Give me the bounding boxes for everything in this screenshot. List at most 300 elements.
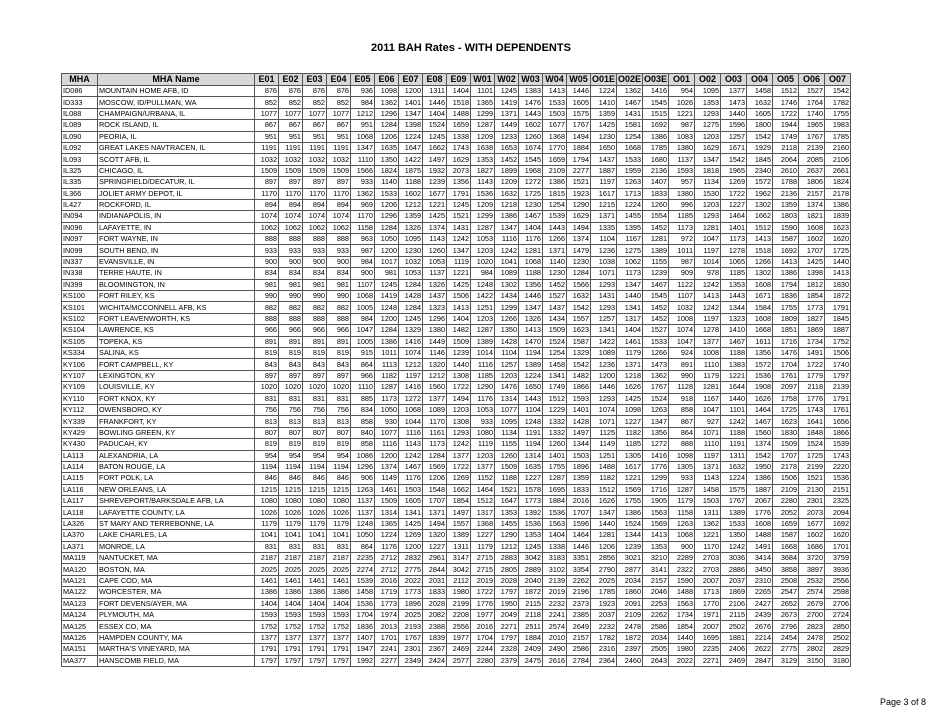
rate-cell: 1179 [255, 518, 279, 529]
rate-cell: 1386 [825, 199, 851, 210]
rate-cell: 1374 [423, 222, 447, 233]
rate-cell: 1608 [747, 313, 773, 324]
rate-cell: 1377 [327, 632, 351, 643]
column-header: O05 [773, 74, 799, 86]
rate-cell: 2208 [447, 609, 471, 620]
rate-cell: 1140 [375, 177, 399, 188]
rate-cell: 1263 [617, 177, 643, 188]
rate-cell: 2478 [799, 632, 825, 643]
rate-cell: 1725 [825, 245, 851, 256]
rate-cell: 1110 [351, 154, 375, 165]
rate-cell: 1632 [721, 461, 747, 472]
rate-cell: 2022 [399, 575, 423, 586]
table-row [62, 404, 851, 415]
rate-cell: 831 [327, 541, 351, 552]
rate-cell: 2847 [747, 655, 773, 666]
rate-cell: 1716 [643, 484, 669, 495]
rate-cell: 1242 [721, 541, 747, 552]
rate-cell: 1404 [617, 325, 643, 336]
table-row [62, 131, 851, 142]
rate-cell: 1761 [825, 404, 851, 415]
rate-cell: 1623 [825, 222, 851, 233]
rate-cell: 933 [471, 416, 495, 427]
rate-cell: 1611 [747, 336, 773, 347]
rate-cell: 1356 [447, 177, 471, 188]
rate-cell: 1593 [327, 609, 351, 620]
rate-cell: 2025 [327, 564, 351, 575]
rate-cell: 1305 [669, 461, 695, 472]
rate-cell: 1074 [279, 211, 303, 222]
mha-name-cell: MONROE, LA [98, 541, 255, 552]
rate-cell: 1422 [399, 154, 423, 165]
rate-cell: 1854 [669, 621, 695, 632]
rate-cell: 2109 [543, 165, 567, 176]
rate-cell: 1161 [423, 427, 447, 438]
rate-cell: 2106 [721, 598, 747, 609]
rate-cell: 1896 [567, 461, 591, 472]
rate-cell: 1380 [423, 325, 447, 336]
rate-cell: 1212 [351, 108, 375, 119]
rate-cell: 1296 [423, 313, 447, 324]
mha-name-cell: EVANSVILLE, IN [98, 256, 255, 267]
rate-cell: 1203 [495, 370, 519, 381]
rate-cell: 2289 [669, 553, 695, 564]
rate-cell: 1227 [617, 416, 643, 427]
rate-cell: 756 [255, 404, 279, 415]
rate-cell: 1656 [825, 416, 851, 427]
rate-cell: 1341 [399, 507, 423, 518]
rate-cell: 1629 [447, 154, 471, 165]
rate-cell: 1539 [825, 439, 851, 450]
table-row [62, 234, 851, 245]
rate-cell: 1431 [617, 108, 643, 119]
rate-cell: 1791 [825, 302, 851, 313]
rate-cell: 1887 [591, 165, 617, 176]
column-header: O04 [747, 74, 773, 86]
rate-cell: 2091 [617, 598, 643, 609]
rate-cell: 1371 [695, 461, 721, 472]
rate-cell: 2034 [617, 575, 643, 586]
rate-cell: 1404 [447, 313, 471, 324]
rate-cell: 1089 [423, 404, 447, 415]
rate-cell: 1410 [721, 325, 747, 336]
mha-name-cell: BOSTON, MA [98, 564, 255, 575]
rate-cell: 1413 [773, 256, 799, 267]
rate-cell: 852 [279, 97, 303, 108]
rate-cell: 1440 [447, 359, 471, 370]
rate-cell: 2271 [495, 621, 519, 632]
rate-cell: 1377 [721, 86, 747, 97]
rate-cell: 1512 [471, 496, 495, 507]
mha-code-cell: KY110 [62, 393, 98, 404]
rate-cell: 1491 [799, 347, 825, 358]
rate-cell: 2502 [721, 621, 747, 632]
rate-cell: 1269 [399, 530, 423, 541]
mha-name-cell: ROCKFORD, IL [98, 199, 255, 210]
rate-cell: 1179 [279, 518, 303, 529]
rate-cell: 1425 [799, 256, 825, 267]
rate-cell: 1659 [447, 120, 471, 131]
rate-cell: 1173 [423, 439, 447, 450]
rate-cell: 846 [255, 473, 279, 484]
table-body [62, 86, 851, 667]
rate-cell: 1725 [799, 450, 825, 461]
rate-cell: 2025 [279, 564, 303, 575]
rate-cell: 1032 [303, 154, 327, 165]
rate-cell: 1347 [617, 279, 643, 290]
rate-cell: 1299 [495, 302, 519, 313]
rate-cell: 1830 [825, 279, 851, 290]
rate-cell: 1575 [721, 484, 747, 495]
rate-cell: 1215 [303, 484, 327, 495]
mha-name-cell: FORT RILEY, KS [98, 291, 255, 302]
rate-cell: 1839 [423, 632, 447, 643]
rate-cell: 1734 [669, 609, 695, 620]
rate-cell: 2310 [747, 575, 773, 586]
rate-cell: 1101 [721, 404, 747, 415]
rate-cell: 1653 [495, 142, 519, 153]
rate-cell: 1116 [399, 427, 423, 438]
rate-cell: 1245 [375, 279, 399, 290]
rate-cell: 1968 [519, 165, 543, 176]
rate-cell: 1434 [495, 291, 519, 302]
rate-cell: 2325 [825, 496, 851, 507]
rate-cell: 2277 [375, 655, 399, 666]
table-row [62, 120, 851, 131]
rate-cell: 1794 [773, 279, 799, 290]
mha-code-cell: IN337 [62, 256, 98, 267]
rate-cell: 1851 [773, 325, 799, 336]
mha-name-cell: CHICAGO, IL [98, 165, 255, 176]
rate-cell: 1224 [519, 370, 543, 381]
rate-cell: 1191 [303, 142, 327, 153]
rate-cell: 2151 [825, 484, 851, 495]
rate-cell: 1053 [471, 234, 495, 245]
rate-cell: 981 [327, 279, 351, 290]
rate-cell: 1062 [327, 222, 351, 233]
rate-cell: 2556 [825, 575, 851, 586]
table-row [62, 165, 851, 176]
rate-cell: 1521 [447, 211, 471, 222]
rate-cell: 1875 [399, 165, 423, 176]
rate-cell: 2118 [799, 382, 825, 393]
rate-cell: 2340 [747, 165, 773, 176]
rate-cell: 834 [279, 268, 303, 279]
rate-cell: 831 [327, 393, 351, 404]
rate-cell: 1449 [495, 120, 519, 131]
rate-cell: 2502 [825, 632, 851, 643]
rate-cell: 1233 [495, 131, 519, 142]
rate-cell: 1260 [495, 450, 519, 461]
rate-cell: 1239 [643, 268, 669, 279]
rate-cell: 1353 [643, 541, 669, 552]
rate-cell: 1143 [471, 177, 495, 188]
rate-cell: 1617 [591, 188, 617, 199]
rate-cell: 1170 [351, 211, 375, 222]
rate-cell: 1287 [471, 325, 495, 336]
rate-cell: 1344 [721, 302, 747, 313]
rate-cell: 1725 [519, 188, 543, 199]
rate-cell: 1047 [351, 325, 375, 336]
rate-cell: 1350 [375, 154, 399, 165]
rate-cell: 1263 [643, 404, 669, 415]
rate-cell: 1191 [327, 142, 351, 153]
rate-cell: 966 [279, 325, 303, 336]
rate-cell: 1722 [447, 461, 471, 472]
column-header: O07 [825, 74, 851, 86]
rate-cell: 1230 [567, 256, 591, 267]
rate-cell: 1575 [567, 108, 591, 119]
rate-cell: 1413 [695, 291, 721, 302]
rate-cell: 1767 [567, 120, 591, 131]
rate-cell: 1044 [399, 416, 423, 427]
mha-code-cell: LA116 [62, 484, 98, 495]
rate-cell: 1290 [495, 530, 519, 541]
mha-code-cell: IN097 [62, 234, 98, 245]
rate-cell: 1179 [303, 518, 327, 529]
rate-cell: 1209 [471, 131, 495, 142]
rate-cell: 1077 [279, 108, 303, 119]
mha-name-cell: FORT LEAVENWORTH, KS [98, 313, 255, 324]
rate-cell: 1536 [543, 507, 567, 518]
rate-cell: 1854 [447, 496, 471, 507]
rate-cell: 1386 [375, 336, 399, 347]
rate-cell: 1755 [617, 496, 643, 507]
rate-cell: 984 [351, 97, 375, 108]
rate-cell: 1536 [519, 518, 543, 529]
mha-code-cell: KS100 [62, 291, 98, 302]
rate-cell: 1794 [567, 154, 591, 165]
rate-cell: 1515 [643, 108, 669, 119]
rate-cell: 1650 [591, 142, 617, 153]
rate-cell: 1620 [825, 530, 851, 541]
rate-cell: 891 [255, 336, 279, 347]
mha-code-cell: IL090 [62, 131, 98, 142]
rate-cell: 1767 [399, 632, 423, 643]
rate-cell: 924 [669, 347, 695, 358]
rate-cell: 3210 [643, 553, 669, 564]
rate-cell: 1116 [471, 359, 495, 370]
rate-cell: 1428 [567, 416, 591, 427]
rate-cell: 1635 [375, 142, 399, 153]
rate-cell: 1284 [375, 222, 399, 233]
rate-cell: 1293 [447, 427, 471, 438]
rate-cell: 2139 [825, 382, 851, 393]
rate-cell: 852 [327, 97, 351, 108]
rate-cell: 1266 [543, 234, 567, 245]
rate-cell: 846 [303, 473, 327, 484]
table-row [62, 621, 851, 632]
rate-cell: 1488 [747, 530, 773, 541]
mha-name-cell: LAFAYETTE COUNTY, LA [98, 507, 255, 518]
mha-code-cell: ID086 [62, 86, 98, 97]
rate-cell: 3858 [773, 564, 799, 575]
rate-cell: 1860 [617, 587, 643, 598]
rate-cell: 1302 [495, 279, 519, 290]
rate-cell: 2052 [773, 507, 799, 518]
rate-cell: 1221 [695, 530, 721, 541]
mha-name-cell: BOWLING GREEN, KY [98, 427, 255, 438]
rate-cell: 1494 [447, 393, 471, 404]
mha-code-cell: LA113 [62, 450, 98, 461]
rate-cell: 1536 [825, 473, 851, 484]
mha-code-cell: IL092 [62, 142, 98, 153]
rate-cell: 1866 [567, 382, 591, 393]
rate-cell: 1155 [643, 256, 669, 267]
rate-cell: 1407 [643, 177, 669, 188]
rate-cell: 1353 [721, 279, 747, 290]
mha-code-cell: LA117 [62, 496, 98, 507]
mha-name-cell: PEORIA, IL [98, 131, 255, 142]
rate-cell: 3150 [799, 655, 825, 666]
rate-cell: 1518 [747, 245, 773, 256]
rate-cell: 1707 [567, 507, 591, 518]
rate-cell: 3180 [825, 655, 851, 666]
rate-cell: 1692 [643, 120, 669, 131]
table-row [62, 291, 851, 302]
rate-cell: 1467 [617, 97, 643, 108]
rate-cell: 1434 [543, 313, 567, 324]
rate-cell: 1311 [695, 507, 721, 518]
rate-cell: 1224 [617, 199, 643, 210]
rate-cell: 1080 [255, 496, 279, 507]
rate-cell: 1074 [399, 347, 423, 358]
table-row [62, 427, 851, 438]
rate-cell: 1410 [591, 97, 617, 108]
mha-name-cell: BLOOMINGTON, IN [98, 279, 255, 290]
rate-cell: 1308 [447, 416, 471, 427]
rate-cell: 1503 [567, 450, 591, 461]
rate-cell: 1251 [591, 450, 617, 461]
rate-cell: 1347 [351, 142, 375, 153]
rate-cell: 1524 [543, 336, 567, 347]
rate-cell: 852 [255, 97, 279, 108]
rate-cell: 1032 [399, 256, 423, 267]
rate-cell: 1356 [643, 427, 669, 438]
rate-cell: 852 [303, 97, 327, 108]
rate-cell: 1080 [471, 427, 495, 438]
rate-cell: 1068 [519, 256, 543, 267]
rate-cell: 1977 [447, 632, 471, 643]
rate-cell: 1230 [519, 199, 543, 210]
rate-cell: 2586 [567, 644, 591, 655]
rate-cell: 1743 [825, 450, 851, 461]
rate-cell: 2679 [799, 598, 825, 609]
rate-cell: 954 [255, 450, 279, 461]
rate-cell: 1218 [495, 199, 519, 210]
rate-cell: 891 [303, 336, 327, 347]
rate-cell: 1461 [327, 575, 351, 586]
rate-cell: 1260 [519, 131, 543, 142]
rate-cell: 1182 [591, 473, 617, 484]
rate-cell: 1260 [543, 439, 567, 450]
rate-cell: 888 [303, 313, 327, 324]
rate-cell: 1398 [799, 268, 825, 279]
rate-cell: 1797 [327, 655, 351, 666]
rate-cell: 1380 [669, 188, 695, 199]
rate-cell: 981 [303, 279, 327, 290]
rate-cell: 1758 [773, 393, 799, 404]
rate-cell: 2715 [471, 553, 495, 564]
rate-cell: 1539 [351, 575, 375, 586]
rate-cell: 2364 [591, 655, 617, 666]
rate-cell: 1569 [643, 518, 669, 529]
rate-cell: 2235 [695, 644, 721, 655]
rate-cell: 1230 [591, 131, 617, 142]
rate-cell: 1104 [495, 347, 519, 358]
rate-cell: 1242 [695, 302, 721, 313]
rate-cell: 834 [327, 268, 351, 279]
rate-cell: 1467 [643, 279, 669, 290]
rate-cell: 1713 [695, 587, 721, 598]
rate-cell: 1260 [643, 199, 669, 210]
rate-cell: 1386 [773, 268, 799, 279]
rate-cell: 1209 [495, 177, 519, 188]
rate-cell: 2406 [721, 644, 747, 655]
rate-cell: 1524 [643, 393, 669, 404]
rate-cell: 1458 [351, 587, 375, 598]
rate-cell: 1635 [519, 461, 543, 472]
rate-cell: 990 [303, 291, 327, 302]
rate-cell: 1461 [279, 575, 303, 586]
rate-cell: 1632 [567, 291, 591, 302]
rate-cell: 2109 [617, 609, 643, 620]
rate-cell: 1278 [721, 245, 747, 256]
rate-cell: 2187 [255, 553, 279, 564]
rate-cell: 843 [303, 359, 327, 370]
mha-name-cell: NEW ORLEANS, LA [98, 484, 255, 495]
rate-cell: 1581 [617, 120, 643, 131]
rate-cell: 1452 [643, 313, 669, 324]
rate-cell: 2253 [643, 598, 669, 609]
rate-cell: 1905 [643, 496, 669, 507]
table-row [62, 473, 851, 484]
rate-cell: 1299 [471, 211, 495, 222]
rate-cell: 1776 [643, 461, 669, 472]
rate-cell: 1077 [255, 108, 279, 119]
mha-name-cell: MARTHA'S VINEYARD, MA [98, 644, 255, 655]
rate-cell: 1440 [617, 291, 643, 302]
rate-cell: 2598 [825, 587, 851, 598]
rate-cell: 1533 [375, 188, 399, 199]
rate-cell: 1773 [799, 302, 825, 313]
mha-code-cell: KY430 [62, 439, 98, 450]
rate-cell: 3129 [773, 655, 799, 666]
rate-cell: 1557 [447, 518, 471, 529]
rate-cell: 1797 [825, 370, 851, 381]
rate-cell: 1200 [399, 86, 423, 97]
table-row [62, 575, 851, 586]
rate-cell: 1347 [399, 108, 423, 119]
rate-cell: 1041 [303, 530, 327, 541]
mha-code-cell: MA121 [62, 575, 98, 586]
rate-cell: 2022 [669, 655, 695, 666]
rate-cell: 813 [303, 416, 327, 427]
rate-cell: 1452 [495, 154, 519, 165]
mha-code-cell: LA371 [62, 541, 98, 552]
rate-cell: 1425 [423, 211, 447, 222]
rate-cell: 1623 [567, 325, 591, 336]
rate-cell: 2025 [303, 564, 327, 575]
table-row [62, 598, 851, 609]
rate-cell: 1422 [591, 336, 617, 347]
rate-cell: 2424 [423, 655, 447, 666]
rate-cell: 2049 [495, 609, 519, 620]
rate-cell: 1074 [669, 325, 695, 336]
rate-cell: 1464 [471, 484, 495, 495]
rate-cell: 1743 [447, 142, 471, 153]
rate-cell: 1287 [669, 484, 695, 495]
